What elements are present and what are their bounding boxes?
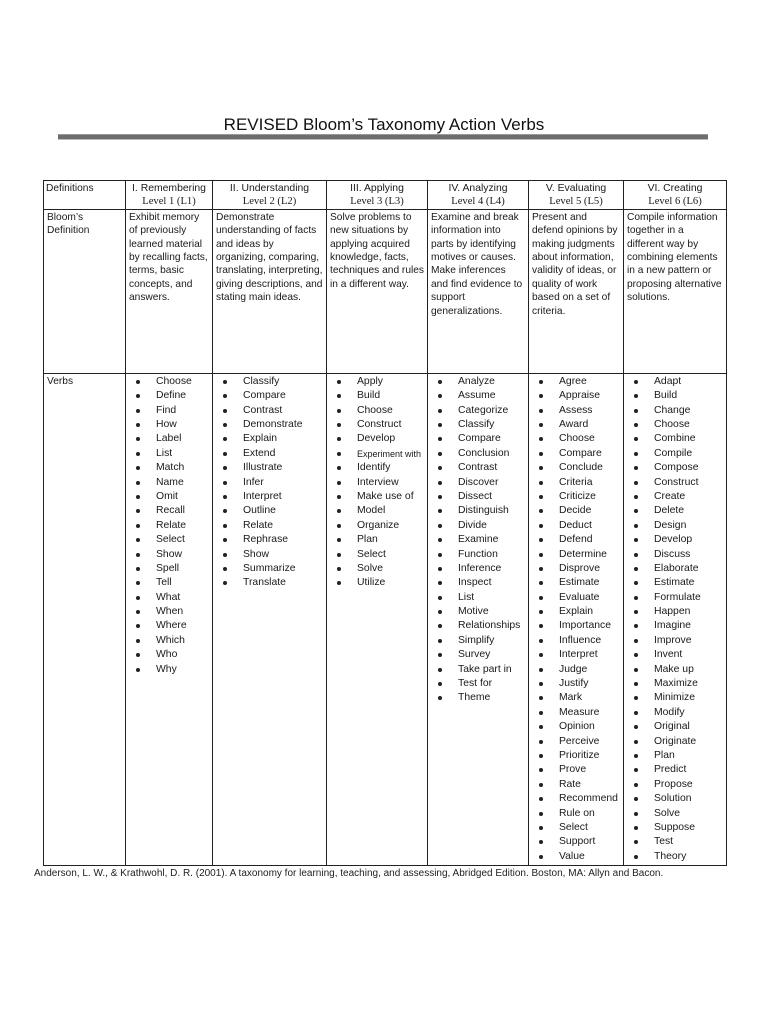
verb-item: Interpret [219,490,323,504]
verb-item: Theme [434,691,525,705]
verb-item: Utilize [333,576,424,590]
verb-item: Choose [333,404,424,418]
column-level: Level 5 (L5) [549,196,603,208]
verb-list [330,375,424,591]
verb-item: Distinguish [434,504,525,518]
verb-item: Plan [630,749,723,763]
verb-item: Spell [132,562,209,576]
verb-item: Importance [535,619,620,633]
verb-item: Theory [630,850,723,864]
definition-cell-understanding: Demonstrate understanding of facts and ideas by organizing, comparing, translating, interpreting, giving descriptions, and stating main ideas. [213,209,327,373]
verb-item: Classify [434,418,525,432]
column-level: Level 6 (L6) [648,196,702,208]
verb-item: How [132,418,209,432]
verbs-row [44,373,727,865]
verb-item: Solution [630,792,723,806]
verb-item: Make up [630,663,723,677]
taxonomy-table [43,180,727,866]
verb-item: Conclusion [434,447,525,461]
verb-item: Classify [219,375,323,389]
verb-item: Original [630,720,723,734]
verb-item: Show [219,548,323,562]
verb-item: Assume [434,389,525,403]
column-header-creating [624,181,727,210]
verb-item: Examine [434,533,525,547]
verb-item: Develop [333,432,424,446]
row-label-verbs: Verbs [44,373,126,865]
verb-item: When [132,605,209,619]
verb-list [627,375,723,864]
verb-item: Motive [434,605,525,619]
verb-item: Solve [630,807,723,821]
column-name: V. Evaluating [545,183,607,194]
verb-item: Mark [535,691,620,705]
verb-item: Compile [630,447,723,461]
verb-item: Combine [630,432,723,446]
verb-item: Construct [630,476,723,490]
page-title: REVISED Bloom’s Taxonomy Action Verbs [223,115,545,134]
verb-item: Summarize [219,562,323,576]
verb-item: Influence [535,634,620,648]
verb-item: Construct [333,418,424,432]
column-level: Level 1 (L1) [142,196,196,208]
verb-item: Evaluate [535,591,620,605]
verb-item: Compare [434,432,525,446]
verb-item: Survey [434,648,525,662]
column-header-evaluating [529,181,624,210]
verb-item: Compare [219,389,323,403]
verb-item: Criticize [535,490,620,504]
verb-item: Develop [630,533,723,547]
column-name: VI. Creating [647,183,703,194]
verb-item: Estimate [630,576,723,590]
verb-item: Label [132,432,209,446]
verb-item: Compare [535,447,620,461]
verb-item: Rule on [535,807,620,821]
verb-item: List [132,447,209,461]
verb-item: Improve [630,634,723,648]
verb-item: Who [132,648,209,662]
verb-item: Match [132,461,209,475]
verb-item: Recommend [535,792,620,806]
verb-item: Propose [630,778,723,792]
verb-item: Disprove [535,562,620,576]
verb-item: Choose [132,375,209,389]
verb-item: Happen [630,605,723,619]
column-name: III. Applying [350,183,404,194]
verb-item: Select [535,821,620,835]
verb-item: Recall [132,504,209,518]
verb-item: Rephrase [219,533,323,547]
definition-cell-analyzing: Examine and break information into parts by identifying motives or causes. Make inferences and find evidence to support generalizations. [428,209,529,373]
verb-item: Determine [535,548,620,562]
verb-item: Suppose [630,821,723,835]
verb-item: Measure [535,706,620,720]
verb-item: Choose [630,418,723,432]
verb-item: Solve [333,562,424,576]
verb-item: Extend [219,447,323,461]
verb-item: Infer [219,476,323,490]
verb-item: Justify [535,677,620,691]
definition-row [44,209,727,373]
verb-item: Compose [630,461,723,475]
verb-item: Show [132,548,209,562]
verb-item: Originate [630,735,723,749]
verbs-cell-evaluating [529,373,624,865]
verb-item: Contrast [219,404,323,418]
verb-item: Assess [535,404,620,418]
verb-item: Adapt [630,375,723,389]
verb-item: Perceive [535,735,620,749]
verb-item: Opinion [535,720,620,734]
column-name: II. Understanding [229,183,310,194]
verb-item: Where [132,619,209,633]
corner-label: Definitions [44,181,126,210]
row-label-definition: Bloom’s Definition [44,209,126,373]
column-level: Level 3 (L3) [350,196,404,208]
verb-item: Conclude [535,461,620,475]
verb-item: Maximize [630,677,723,691]
column-header-remembering [126,181,213,210]
verb-item: Relationships [434,619,525,633]
verb-item: Create [630,490,723,504]
verbs-cell-understanding [213,373,327,865]
verb-item: Dissect [434,490,525,504]
verb-item: Delete [630,504,723,518]
verb-item: Award [535,418,620,432]
column-level: Level 2 (L2) [242,196,297,208]
verb-item: Take part in [434,663,525,677]
verb-item: Tell [132,576,209,590]
definition-cell-evaluating: Present and defend opinions by making judgments about information, validity of ideas, or quality of work based on a set of criteria. [529,209,624,373]
verb-item: Prove [535,763,620,777]
verbs-cell-analyzing [428,373,529,865]
verb-item: Minimize [630,691,723,705]
verb-item: Explain [535,605,620,619]
verb-item: Simplify [434,634,525,648]
verb-item: Explain [219,432,323,446]
verb-item: Estimate [535,576,620,590]
verb-item: What [132,591,209,605]
verb-item: Appraise [535,389,620,403]
verb-item: Agree [535,375,620,389]
verb-item: Demonstrate [219,418,323,432]
verb-item: Which [132,634,209,648]
definition-cell-remembering: Exhibit memory of previously learned material by recalling facts, terms, basic concepts, and answers. [126,209,213,373]
verb-item: Criteria [535,476,620,490]
verb-item: Prioritize [535,749,620,763]
column-header-applying [327,181,428,210]
verb-item: Modify [630,706,723,720]
verb-item: Translate [219,576,323,590]
verbs-cell-remembering [126,373,213,865]
verb-item: Define [132,389,209,403]
verb-item: Build [333,389,424,403]
verb-item: Omit [132,490,209,504]
verb-list [129,375,209,677]
citation: Anderson, L. W., & Krathwohl, D. R. (2001). A taxonomy for learning, teaching, and assessing, Abridged Edition. Boston, MA: Allyn and Bacon. [34,868,664,879]
verb-item: Discuss [630,548,723,562]
verb-item: Support [535,835,620,849]
verb-item: Organize [333,519,424,533]
verb-item: Model [333,504,424,518]
verb-item: Apply [333,375,424,389]
verb-item: Build [630,389,723,403]
column-name: I. Remembering [132,183,206,194]
verb-item: Categorize [434,404,525,418]
verb-item: Discover [434,476,525,490]
verb-item: Choose [535,432,620,446]
verb-item: Relate [132,519,209,533]
verb-item: Analyze [434,375,525,389]
verb-item: Test for [434,677,525,691]
title-underline [58,134,708,140]
verb-item: List [434,591,525,605]
verb-item: Make use of [333,490,424,504]
verb-item: Outline [219,504,323,518]
verb-item: Inspect [434,576,525,590]
verb-item: Design [630,519,723,533]
verb-item: Interview [333,476,424,490]
definition-cell-creating: Compile information together in a different way by combining elements in a new pattern or proposing alternative solutions. [624,209,727,373]
verb-item: Find [132,404,209,418]
column-level: Level 4 (L4) [451,196,505,208]
verb-item: Deduct [535,519,620,533]
verb-item: Illustrate [219,461,323,475]
verb-item: Imagine [630,619,723,633]
verb-item: Test [630,835,723,849]
column-header-analyzing [428,181,529,210]
header-row [44,181,727,210]
verb-item: Invent [630,648,723,662]
verb-item: Identify [333,461,424,475]
verb-item: Divide [434,519,525,533]
verb-item: Why [132,663,209,677]
verb-item: Decide [535,504,620,518]
verb-item: Judge [535,663,620,677]
verb-item: Value [535,850,620,864]
verb-list [532,375,620,864]
verb-item: Contrast [434,461,525,475]
column-name: IV. Analyzing [448,183,508,194]
verbs-cell-applying [327,373,428,865]
verb-item: Elaborate [630,562,723,576]
verb-item: Select [333,548,424,562]
verb-item: Defend [535,533,620,547]
verb-item: Predict [630,763,723,777]
verb-item: Experiment with [333,447,424,461]
verb-list [431,375,525,706]
verb-item: Change [630,404,723,418]
verb-item: Interpret [535,648,620,662]
verb-item: Plan [333,533,424,547]
verb-item: Select [132,533,209,547]
verbs-cell-creating [624,373,727,865]
column-header-understanding [213,181,327,210]
verb-item: Formulate [630,591,723,605]
verb-list [216,375,323,591]
verb-item: Function [434,548,525,562]
verb-item: Inference [434,562,525,576]
verb-item: Relate [219,519,323,533]
verb-item: Rate [535,778,620,792]
definition-cell-applying: Solve problems to new situations by applying acquired knowledge, facts, techniques and rules in a different way. [327,209,428,373]
verb-item: Name [132,476,209,490]
